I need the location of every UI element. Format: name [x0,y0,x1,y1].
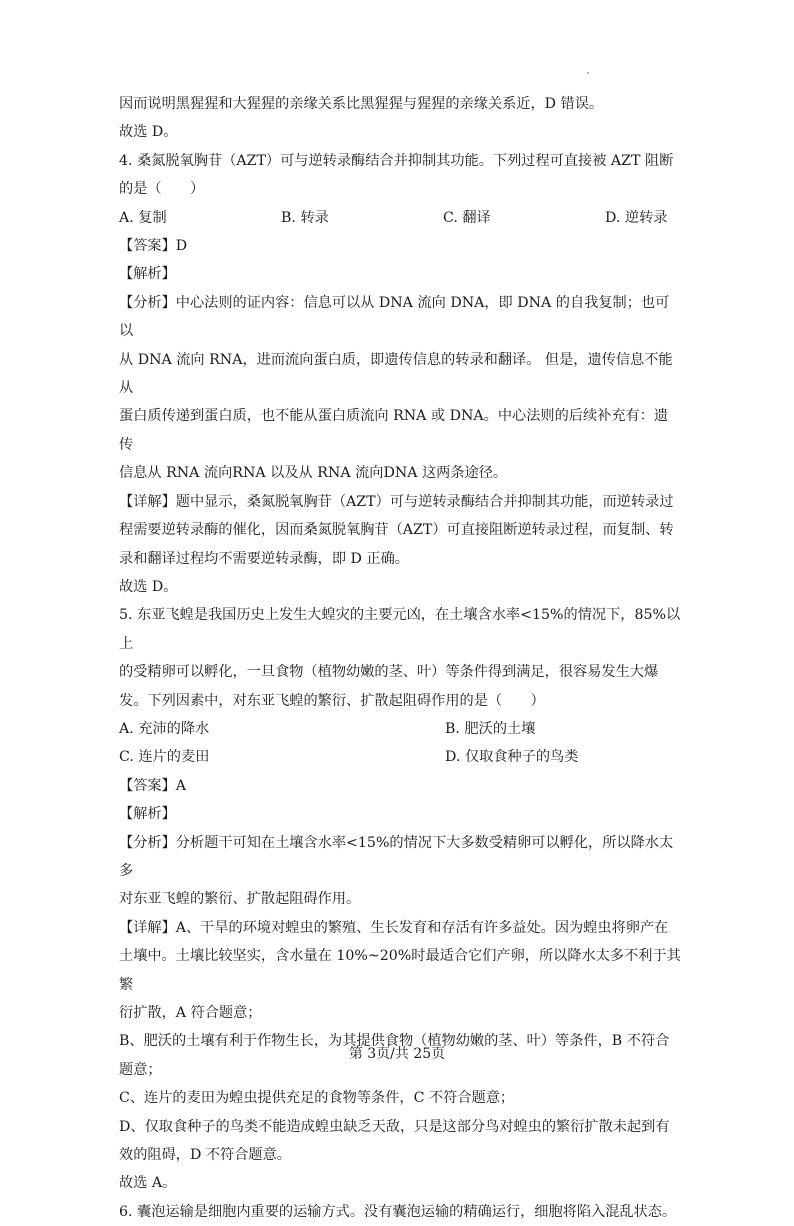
text-line: 故选 D。 [119,124,178,141]
detail-text: 【详解】A、干旱的环境对蝗虫的繁殖、生长发育和存活有许多益处。因为蝗虫将卵产在 [119,919,669,936]
option-b: B. 转录 [281,209,329,226]
question-stem: 6. 囊泡运输是细胞内重要的运输方式。没有囊泡运输的精确运行，细胞将陷入混乱状态。 [119,1203,677,1220]
analysis-text: 对东亚飞蝗的繁衍、扩散起阻碍作用。 [119,891,361,908]
question-6 [119,1198,681,1226]
question-stem: 4. 桑氮脱氧胸苷（AZT）可与逆转录酶结合并抑制其功能。下列过程可直接被 AZT 阻断 [119,152,674,169]
option-c: C. 连片的麦田 [119,749,210,766]
scan-dot [587,72,589,74]
detail-text: 程需要逆转录酶的催化，因而桑氮脱氧胸苷（AZT）可直接阻断逆转录过程，而复制、转 [119,522,674,539]
question-stem: 的是（ ） [119,181,205,198]
analysis-text: 从 DNA 流向 RNA，进而流向蛋白质，即遗传信息的转录和翻译。 但是，遗传信息不能从 [119,351,673,397]
page-footer: 第 3页/共 25页 [348,1046,446,1062]
detail-text: B、肥沃的土壤有利于作物生长，为其提供食物（植物幼嫩的茎、叶）等条件，B 不符合 [119,1033,670,1050]
option-d: D. 仅取食种子的鸟类 [445,749,579,766]
options-row [119,715,681,743]
question-stem: 发。下列因素中，对东亚飞蝗的繁衍、扩散起阻碍作用的是（ ） [119,692,545,709]
analysis-text: 信息从 RNA 流向RNA 以及从 RNA 流向DNA 这两条途径。 [119,465,508,482]
detail-text: 【详解】题中显示，桑氮脱氧胸苷（AZT）可与逆转录酶结合并抑制其功能，而逆转录过 [119,493,674,510]
detail-text: 衍扩散，A 符合题意； [119,1005,262,1021]
option-d: D. 逆转录 [605,209,668,226]
detail-text: C、连片的麦田为蝗虫提供充足的食物等条件，C 不符合题意； [119,1090,515,1107]
options-row [119,204,681,232]
detail-text: 效的阻碍，D 不符合题意。 [119,1147,291,1164]
analysis-heading: 【解析】 [119,806,176,823]
option-a: A. 充沛的降水 [119,720,210,737]
answer: 【答案】A [119,777,186,794]
question-stem: 5. 东亚飞蝗是我国历史上发生大蝗灾的主要元凶，在土壤含水率<15%的情况下，85%以上 [119,607,681,652]
text-line: 因而说明黑猩猩和大猩猩的亲缘关系比黑猩猩与猩猩的亲缘关系近，D 错误。 [119,96,604,112]
question-5 [119,601,681,1198]
conclusion: 故选 D。 [119,578,178,595]
question-4 [119,147,681,602]
detail-text: 题意； [119,1061,162,1078]
analysis-text: 【分析】中心法则的证内容：信息可以从 DNA 流向 DNA，即 DNA 的自我复制；也可以 [119,294,670,340]
detail-text: 土壤中。土壤比较坚实，含水量在 10%~20%时最适合它们产卵，所以降水太多不利于其繁 [119,948,681,993]
analysis-text: 蛋白质传递到蛋白质，也不能从蛋白质流向 RNA 或 DNA。中心法则的后续补充有：遗传 [119,408,669,453]
answer: 【答案】D [119,238,188,255]
option-a: A. 复制 [119,209,167,226]
analysis-text: 【分析】分析题干可知在土壤含水率<15%的情况下大多数受精卵可以孵化，所以降水太多 [119,834,674,879]
options-row [119,743,681,771]
option-b: B. 肥沃的土壤 [445,720,536,737]
detail-text: D、仅取食种子的鸟类不能造成蝗虫缺乏天敌，只是这部分鸟对蝗虫的繁衍扩散未起到有 [119,1118,670,1135]
analysis-heading: 【解析】 [119,266,176,283]
option-c: C. 翻译 [443,209,491,226]
question-stem: 的受精卵可以孵化，一旦食物（植物幼嫩的茎、叶）等条件得到满足，很容易发生大爆 [119,664,659,681]
detail-text: 录和翻译过程均不需要逆转录酶，即 D 正确。 [119,550,409,567]
conclusion: 故选 A。 [119,1175,177,1192]
